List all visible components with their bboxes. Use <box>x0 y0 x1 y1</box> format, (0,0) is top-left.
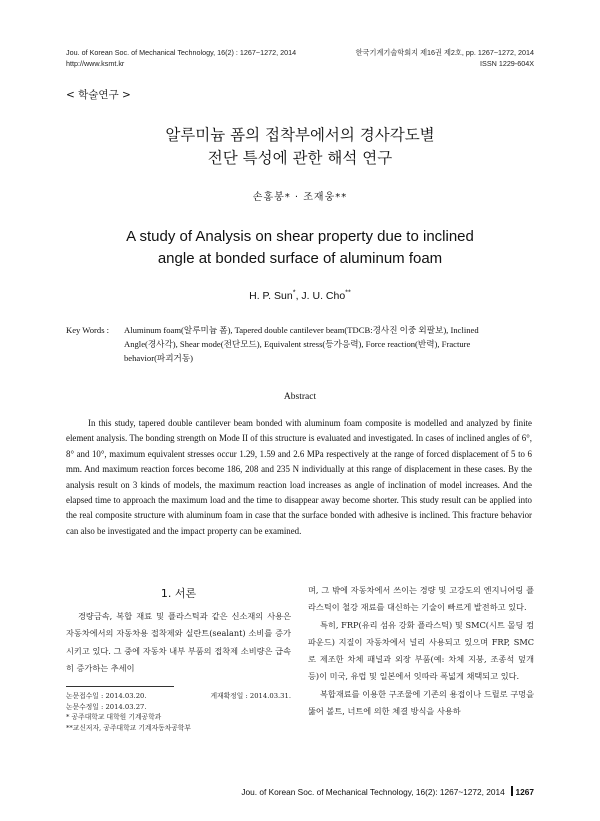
intro-heading: 1. 서론 <box>160 587 197 600</box>
intro-paragraph-3: 특히, FRP(유리 섬유 강화 플라스틱) 및 SMC(시트 몰딩 컴파운드) 지질이 자동차에서 널리 사용되고 있으며 FRP, SMC로 제조한 차체 패널과 외장 부품(예: 차체 지붕, 조종석 덮개 등)이 미국, 유럽 및 일본에서 잇따라 폭넓게 채택되고 있다. <box>308 619 534 682</box>
korean-title-line2: 전단 특성에 관한 해석 연구 <box>207 149 393 167</box>
english-authors <box>0 287 600 302</box>
korean-title-line1: 알루미늄 폼의 접착부에서의 경사각도별 <box>165 126 435 144</box>
footer-divider <box>511 786 513 796</box>
revised-date: 논문수정일 : 2014.03.27. <box>66 702 147 711</box>
intro-right-column <box>308 582 534 720</box>
confirmed-date: 게재확정일 : 2014.03.31. <box>210 692 291 700</box>
footer-citation: Jou. of Korean Soc. of Mechanical Technology, 16(2): 1267~1272, 2014 <box>241 787 505 797</box>
received-date: 논문접수일 : 2014.03.20. <box>66 692 147 700</box>
author-mark-1: * <box>292 287 296 297</box>
intro-paragraph-4: 복합재료를 이용한 구조물에 기존의 용접이나 드릴로 구멍을 뚫어 볼트, 너트에 의한 체결 방식을 사용하 <box>308 688 534 717</box>
korean-authors: 손홍봉* · 조재웅** <box>252 192 348 203</box>
intro-paragraph-1: 경량금속, 복합 재료 및 플라스틱과 같은 신소재의 사용은 자동차에서의 자동차용 접착제와 실란트(sealant) 소비를 증가시키고 있다. 그 중에 자동차 내부 부품의 접착제 소비량은 급속히 증가하는 추세이 <box>66 611 291 673</box>
affiliation-1: * 공주대학교 대학원 기계공학과 <box>66 713 162 721</box>
author-name-2: J. U. Cho <box>301 290 346 302</box>
author-separator: , <box>295 290 302 302</box>
journal-citation-korean: 한국기계기술학회지 제16권 제2호, pp. 1267~1272, 2014 <box>355 48 534 57</box>
journal-header-right <box>334 47 534 69</box>
journal-issn: ISSN 1229-604X <box>480 59 534 68</box>
keywords-label: Key Words : <box>66 325 110 335</box>
journal-url[interactable]: http://www.ksmt.kr <box>66 59 125 68</box>
english-title-line1: A study of Analysis on shear property due to inclined <box>126 228 474 245</box>
footnotes <box>66 691 291 733</box>
keywords-line-2: Angle(경사각), Shear mode(전단모드), Equivalent stress(등가응력), Force reaction(반력), Fracture <box>124 339 471 349</box>
abstract-body <box>66 416 532 539</box>
korean-title <box>0 124 600 170</box>
footnote-divider <box>66 686 174 687</box>
english-title-line2: angle at bonded surface of aluminum foam <box>157 250 443 267</box>
journal-header-left <box>66 47 296 69</box>
keywords-line-3: behavior(파괴거동) <box>124 353 193 363</box>
footnote-dates-row <box>66 691 291 702</box>
keywords-list <box>124 323 534 365</box>
author-mark-2: ** <box>345 287 351 297</box>
journal-citation-header: Jou. of Korean Soc. of Mechanical Technology, 16(2) : 1267~1272, 2014 <box>66 48 297 57</box>
page-number: 1267 <box>515 787 534 797</box>
english-title <box>0 226 600 270</box>
author-name-1: H. P. Sun <box>249 290 293 302</box>
abstract-text: In this study, tapered double cantilever beam bonded with aluminum foam composite is modelled and analyzed by finite element analysis. The bonding strength on Mode II of this structure is evaluated and investigated. In cases of inclined angles of 6°, 8° and 10°, maximum equivalent stresses occur 1.29, 1.59 and 2.6 MPa respectively at the range of forced displacement of 5 to 6 mm. And maximum reaction forces become 186, 208 and 235 N individually at this range of displacement in these cases. By the analysis result on 3 kinds of models, the maximum reaction load increases as angle of inclination of model increases. And the elapsed time to approach the maximum load and the time to disappear away become shorter. This study result can be applied into the real composite structure with aluminum foam in case that the surface bonded with adhesive is inclined. This fracture behavior can also be investigated and the impact property can be examined. <box>66 418 532 536</box>
intro-paragraph-2: 며, 그 밖에 자동차에서 쓰이는 경량 및 고강도의 엔지니어링 플라스틱이 철강 재료를 대신하는 기술이 빠르게 발전하고 있다. <box>308 585 534 613</box>
intro-left-column <box>66 608 291 677</box>
section-label: < 학술연구 > <box>66 89 131 101</box>
affiliation-2: **교신저자, 공주대학교 기계자동차공학부 <box>66 723 191 732</box>
page-footer <box>188 786 534 797</box>
abstract-title: Abstract <box>283 392 317 402</box>
keywords-line-1: Aluminum foam(알루미늄 폼), Tapered double cantilever beam(TDCB:경사진 이중 외팔보), Inclined <box>124 325 479 335</box>
